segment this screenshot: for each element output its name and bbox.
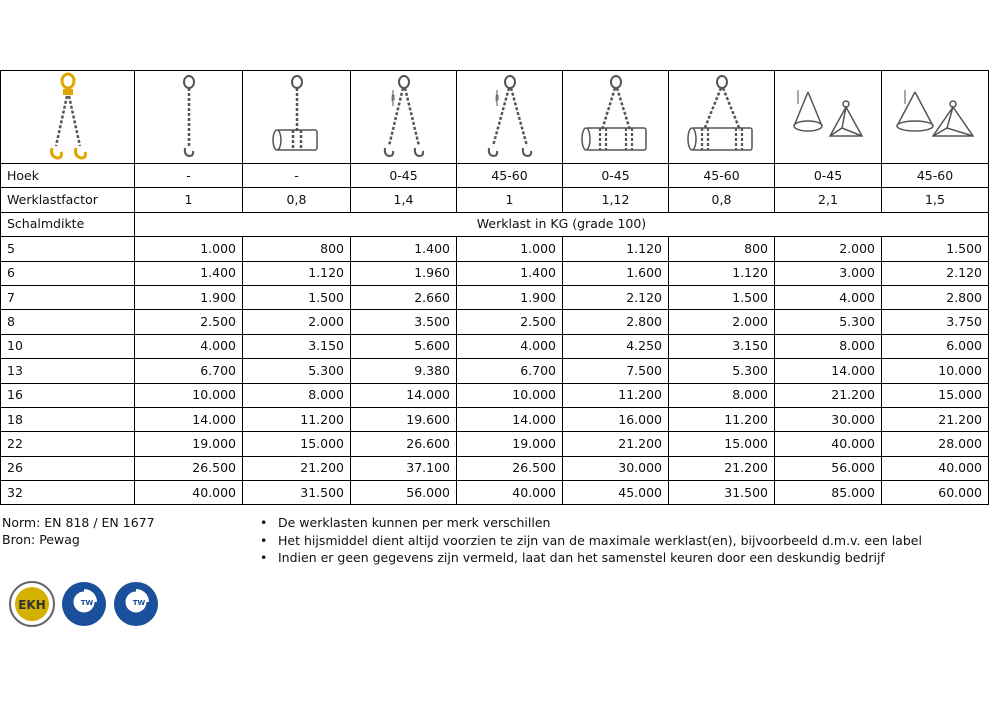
werklast-cell: 5.300 [775, 310, 882, 334]
werklast-cell: 45.000 [563, 481, 669, 505]
werklast-cell: 3.150 [243, 334, 351, 358]
werklast-rows [1, 237, 989, 505]
werklast-cell: 14.000 [351, 383, 457, 407]
two-leg-choke-pipe-45-60-icon [669, 71, 775, 164]
hoek-cell: - [243, 164, 351, 188]
schalmdikte-cell: 6 [1, 261, 135, 285]
werklast-cell: 11.200 [243, 407, 351, 431]
tw-logo-text: TW [132, 599, 146, 607]
factor-cell: 1,12 [563, 188, 669, 212]
schalmdikte-label: Schalmdikte [1, 212, 135, 236]
werklast-cell: 31.500 [669, 481, 775, 505]
schalmdikte-cell: 22 [1, 432, 135, 456]
werklast-cell: 1.400 [135, 261, 243, 285]
table-row [1, 261, 989, 285]
factor-cell: 1 [135, 188, 243, 212]
werklast-cell: 2.800 [563, 310, 669, 334]
source-info [2, 514, 155, 548]
two-leg-chain-0-45-icon [351, 71, 457, 164]
bron-text: Bron: Pewag [2, 532, 80, 547]
werklast-cell: 2.660 [351, 285, 457, 309]
werklast-cell: 1.900 [457, 285, 563, 309]
werklast-cell: 1.120 [563, 237, 669, 261]
werklast-cell: 56.000 [351, 481, 457, 505]
werklast-cell: 10.000 [457, 383, 563, 407]
factor-cell: 0,8 [243, 188, 351, 212]
werklast-cell: 800 [243, 237, 351, 261]
factor-cell: 0,8 [669, 188, 775, 212]
hoek-cell: 45-60 [882, 164, 989, 188]
table-row [1, 432, 989, 456]
werklast-cell: 11.200 [669, 407, 775, 431]
schalmdikte-cell: 16 [1, 383, 135, 407]
werklastfactor-label: Werklastfactor [1, 188, 135, 212]
hoek-row [1, 164, 989, 188]
note-item: • Indien er geen gegevens zijn vermeld, laat dan het samenstel keuren door een deskundig bedrijf [258, 549, 922, 567]
werklast-cell: 56.000 [775, 456, 882, 480]
tw-logo-text: TW [80, 599, 94, 607]
schalmdikte-cell: 13 [1, 359, 135, 383]
table-row [1, 310, 989, 334]
werklast-cell: 6.700 [457, 359, 563, 383]
factor-cell: 1,5 [882, 188, 989, 212]
werklast-cell: 1.960 [351, 261, 457, 285]
werklast-cell: 8.000 [669, 383, 775, 407]
single-leg-choke-pipe-icon [243, 71, 351, 164]
werklast-cell: 26.600 [351, 432, 457, 456]
werklast-cell: 6.700 [135, 359, 243, 383]
hoek-cell: 0-45 [351, 164, 457, 188]
table-row [1, 334, 989, 358]
werklast-cell: 19.600 [351, 407, 457, 431]
schalmdikte-header-row [1, 212, 989, 236]
werklast-cell: 2.120 [563, 285, 669, 309]
hoek-cell: 0-45 [775, 164, 882, 188]
werklast-cell: 21.200 [775, 383, 882, 407]
werklast-cell: 5.300 [669, 359, 775, 383]
tw-logo-icon [112, 580, 160, 628]
werklast-cell: 3.000 [775, 261, 882, 285]
werklast-cell: 4.000 [457, 334, 563, 358]
tw-logo-icon [60, 580, 108, 628]
werklast-cell: 1.400 [457, 261, 563, 285]
schalmdikte-cell: 10 [1, 334, 135, 358]
werklast-cell: 2.000 [775, 237, 882, 261]
werklast-cell: 37.100 [351, 456, 457, 480]
werklast-cell: 5.300 [243, 359, 351, 383]
werklast-cell: 21.200 [669, 456, 775, 480]
werklast-cell: 10.000 [135, 383, 243, 407]
table-row [1, 285, 989, 309]
two-leg-gold-chain-icon [1, 71, 135, 164]
hoek-cell: - [135, 164, 243, 188]
note-item: • De werklasten kunnen per merk verschillen [258, 514, 922, 532]
werklast-cell: 21.200 [563, 432, 669, 456]
werklast-cell: 14.000 [775, 359, 882, 383]
werklast-cell: 800 [669, 237, 775, 261]
svg-text:β: β [494, 94, 499, 102]
two-leg-chain-45-60-icon [457, 71, 563, 164]
multi-leg-cone-pyramid-45-60-icon [882, 71, 989, 164]
werklast-caption: Werklast in KG (grade 100) [135, 212, 989, 236]
factor-cell: 1 [457, 188, 563, 212]
werklast-cell: 2.500 [135, 310, 243, 334]
werklast-cell: 1.600 [563, 261, 669, 285]
two-leg-choke-pipe-0-45-icon [563, 71, 669, 164]
schalmdikte-cell: 18 [1, 407, 135, 431]
werklast-cell: 1.120 [669, 261, 775, 285]
werklast-cell: 1.900 [135, 285, 243, 309]
werklast-cell: 40.000 [882, 456, 989, 480]
werklast-cell: 4.250 [563, 334, 669, 358]
werklast-cell: 4.000 [775, 285, 882, 309]
svg-text:β: β [390, 94, 395, 102]
werklast-cell: 1.120 [243, 261, 351, 285]
werklast-cell: 16.000 [563, 407, 669, 431]
table-row [1, 407, 989, 431]
werklast-cell: 40.000 [135, 481, 243, 505]
werklast-cell: 11.200 [563, 383, 669, 407]
single-leg-chain-icon [135, 71, 243, 164]
werklast-cell: 30.000 [563, 456, 669, 480]
werklast-cell: 1.500 [669, 285, 775, 309]
werklast-cell: 19.000 [135, 432, 243, 456]
certification-logos [8, 580, 160, 628]
schalmdikte-cell: 5 [1, 237, 135, 261]
note-item: • Het hijsmiddel dient altijd voorzien te zijn van de maximale werklast(en), bijvoorbeeld d.m.v. een label [258, 532, 922, 550]
schalmdikte-cell: 7 [1, 285, 135, 309]
norm-text: Norm: EN 818 / EN 1677 [2, 515, 155, 530]
ekh-logo-icon [8, 580, 56, 628]
werklast-cell: 30.000 [775, 407, 882, 431]
hoek-cell: 45-60 [457, 164, 563, 188]
werklast-cell: 21.200 [882, 407, 989, 431]
werklast-cell: 40.000 [775, 432, 882, 456]
multi-leg-cone-pyramid-0-45-icon [775, 71, 882, 164]
werklastfactor-row [1, 188, 989, 212]
werklast-cell: 85.000 [775, 481, 882, 505]
werklast-cell: 1.500 [243, 285, 351, 309]
werklast-cell: 14.000 [135, 407, 243, 431]
werklast-cell: 60.000 [882, 481, 989, 505]
werklast-cell: 5.600 [351, 334, 457, 358]
schalmdikte-cell: 32 [1, 481, 135, 505]
table-row [1, 456, 989, 480]
werklast-cell: 1.000 [457, 237, 563, 261]
werklast-cell: 4.000 [135, 334, 243, 358]
werklast-cell: 8.000 [243, 383, 351, 407]
werklast-cell: 21.200 [243, 456, 351, 480]
werklast-cell: 3.500 [351, 310, 457, 334]
werklast-cell: 9.380 [351, 359, 457, 383]
werklast-cell: 8.000 [775, 334, 882, 358]
werklast-cell: 15.000 [669, 432, 775, 456]
werklast-cell: 28.000 [882, 432, 989, 456]
werklast-cell: 15.000 [243, 432, 351, 456]
factor-cell: 1,4 [351, 188, 457, 212]
hoek-cell: 0-45 [563, 164, 669, 188]
werklast-cell: 2.000 [243, 310, 351, 334]
ekh-logo-text: EKH [18, 598, 46, 612]
werklast-cell: 1.400 [351, 237, 457, 261]
werklast-cell: 2.800 [882, 285, 989, 309]
werklast-cell: 26.500 [135, 456, 243, 480]
werklast-cell: 2.120 [882, 261, 989, 285]
werklast-cell: 7.500 [563, 359, 669, 383]
table-row [1, 237, 989, 261]
werklast-cell: 3.150 [669, 334, 775, 358]
werklast-cell: 31.500 [243, 481, 351, 505]
werklast-cell: 19.000 [457, 432, 563, 456]
werklast-cell: 2.500 [457, 310, 563, 334]
factor-cell: 2,1 [775, 188, 882, 212]
hoek-label: Hoek [1, 164, 135, 188]
hoek-cell: 45-60 [669, 164, 775, 188]
configuration-icon-row [1, 71, 989, 164]
table-row [1, 481, 989, 505]
werklast-cell: 1.000 [135, 237, 243, 261]
working-load-table [0, 70, 989, 505]
notes-list [258, 514, 922, 567]
schalmdikte-cell: 26 [1, 456, 135, 480]
werklast-cell: 26.500 [457, 456, 563, 480]
werklast-cell: 1.500 [882, 237, 989, 261]
werklast-cell: 40.000 [457, 481, 563, 505]
werklast-cell: 3.750 [882, 310, 989, 334]
werklast-cell: 14.000 [457, 407, 563, 431]
werklast-cell: 10.000 [882, 359, 989, 383]
table-row [1, 383, 989, 407]
werklast-cell: 6.000 [882, 334, 989, 358]
werklast-cell: 2.000 [669, 310, 775, 334]
schalmdikte-cell: 8 [1, 310, 135, 334]
werklast-cell: 15.000 [882, 383, 989, 407]
table-row [1, 359, 989, 383]
